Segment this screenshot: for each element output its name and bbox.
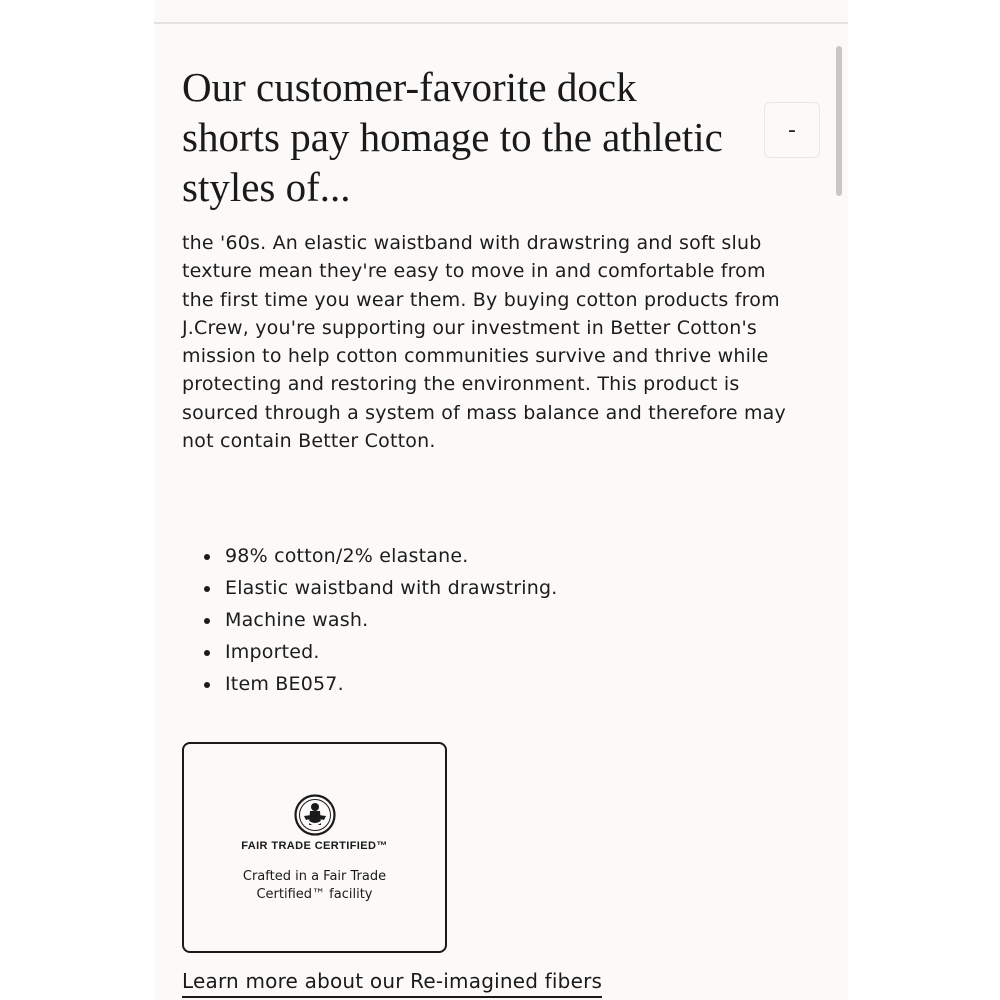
bullet-icon <box>204 618 210 624</box>
bullet-icon <box>204 586 210 592</box>
detail-text: 98% cotton/2% elastane. <box>225 545 469 567</box>
bullet-icon <box>204 682 210 688</box>
fair-trade-card <box>182 742 447 953</box>
product-description: the '60s. An elastic waistband with drawstring and soft slub texture mean they're easy to move in and comfortable from the first time you wear them. By buying cotton products from J.Crew, you're supporting our investment in Better Cotton's mission to help cotton communities survive and thrive while protecting and restoring the environment. This product is sourced through a system of mass balance and therefore may not contain Better Cotton. <box>182 232 786 453</box>
product-title: Our customer-favorite dock shorts pay homage to the athletic styles of... <box>182 64 723 210</box>
top-divider <box>154 22 848 24</box>
bullet-icon <box>204 554 210 560</box>
detail-text: Item BE057. <box>225 673 344 695</box>
detail-text: Machine wash. <box>225 609 369 631</box>
detail-item <box>204 540 764 572</box>
collapse-button[interactable]: - <box>764 102 820 158</box>
certification-description: Crafted in a Fair Trade Certified™ facility <box>242 869 387 902</box>
scrollbar-thumb[interactable] <box>836 46 842 196</box>
bullet-icon <box>204 650 210 656</box>
detail-text: Imported. <box>225 641 320 663</box>
certification-title: FAIR TRADE CERTIFIED™ <box>241 840 388 852</box>
detail-item <box>204 668 764 700</box>
learn-more-link[interactable]: Learn more about our Re-imagined fibers <box>182 966 602 998</box>
detail-text: Elastic waistband with drawstring. <box>225 577 558 599</box>
fair-trade-icon <box>294 794 336 836</box>
detail-item <box>204 636 764 668</box>
product-details-list <box>204 540 764 700</box>
detail-item <box>204 604 764 636</box>
detail-item <box>204 572 764 604</box>
